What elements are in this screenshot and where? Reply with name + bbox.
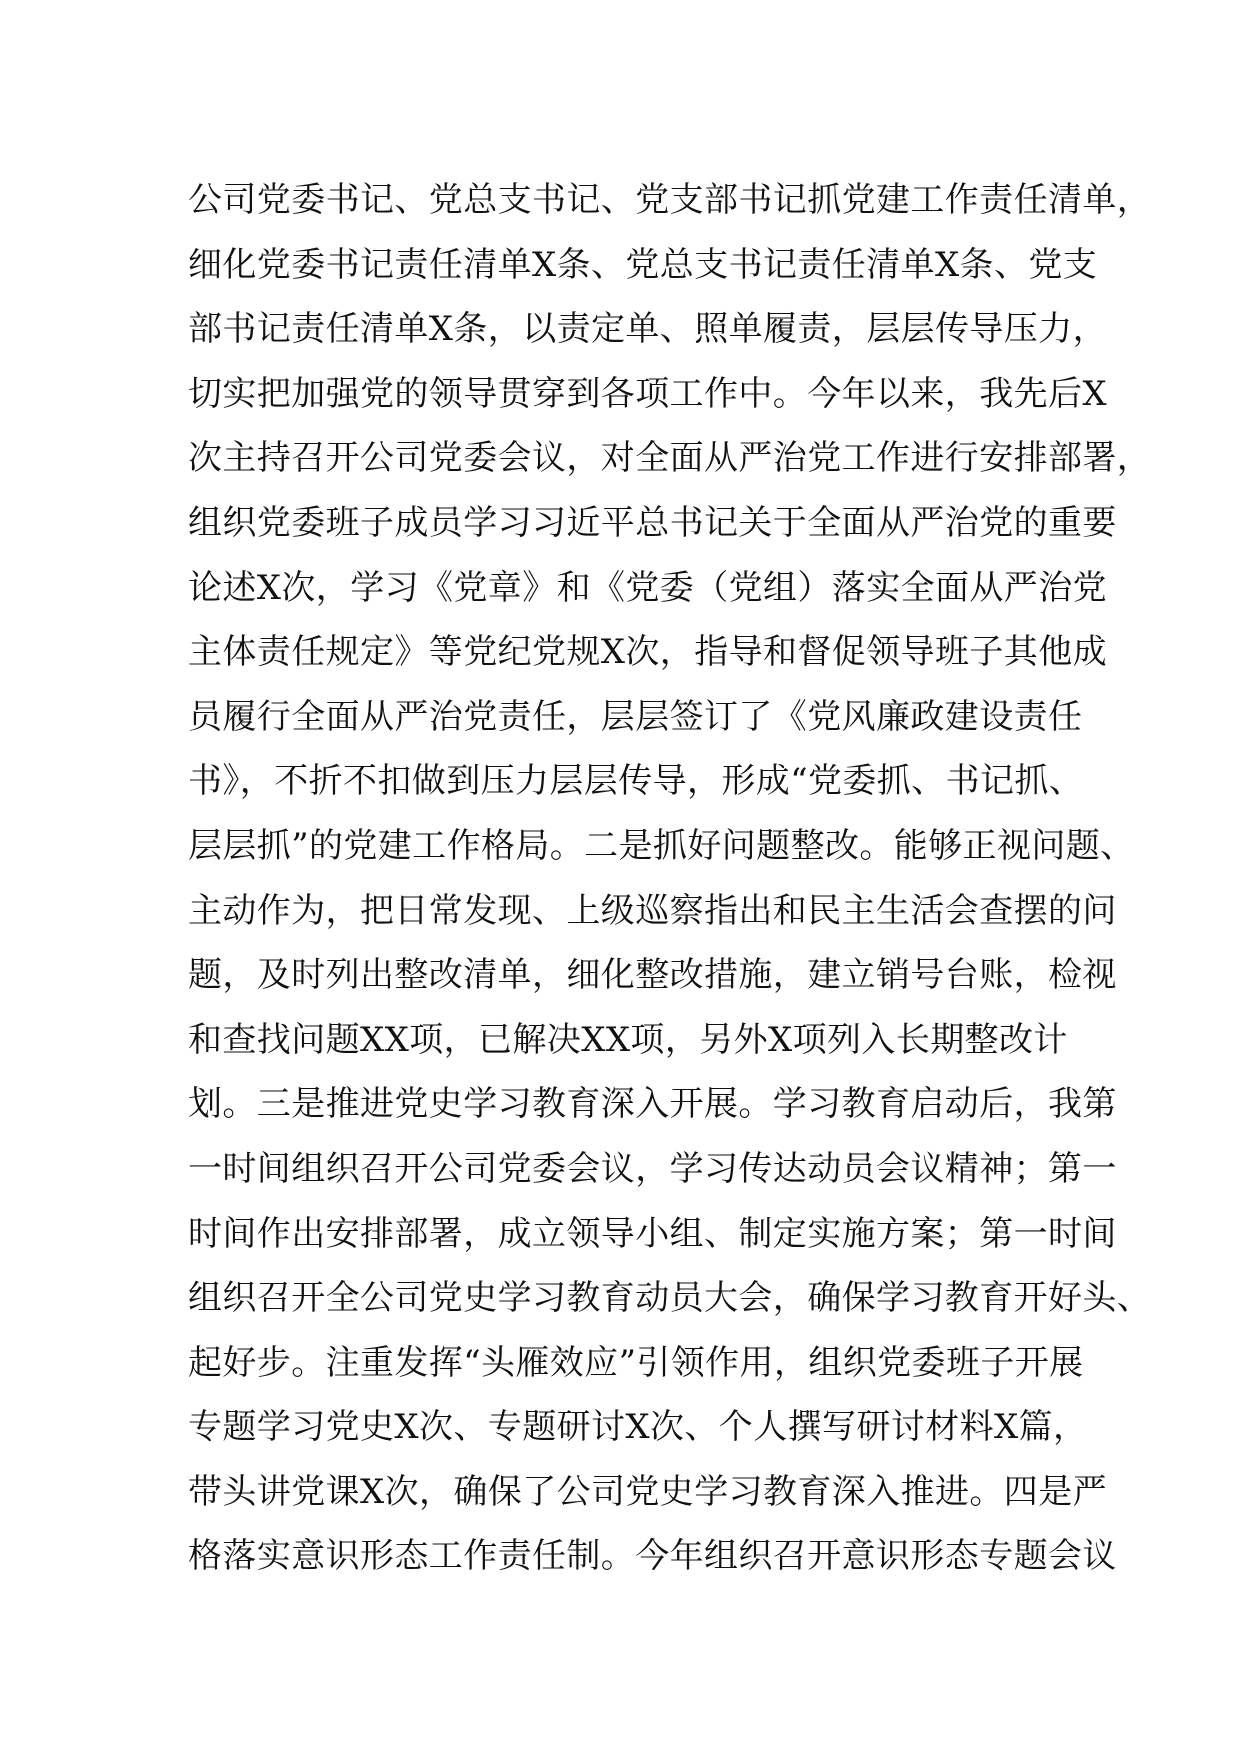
text-line: 起好步。注重发挥“头雁效应”引领作用，组织党委班子开展 [188, 1342, 1084, 1383]
text-line: 组织召开全公司党史学习教育动员大会，确保学习教育开好头、 [188, 1278, 1152, 1319]
text-line: 和查找问题ⅩⅩ项，已解决ⅩⅩ项，另外Ⅹ项列入长期整改计 [188, 1019, 1068, 1060]
text-line: 公司党委书记、党总支书记、党支部书记抓党建工作责任清单， [188, 180, 1152, 220]
text-line: 论述Ⅹ次，学习《党章》和《党委（党组）落实全面从严治党 [188, 567, 1108, 608]
text-line: 题，及时列出整改清单，细化整改措施，建立销号台账，检视 [188, 955, 1117, 996]
text-line: 切实把加强党的领导贯穿到各项工作中。今年以来，我先后Ⅹ [188, 373, 1108, 414]
text-line: 部书记责任清单Ⅹ条，以责定单、照单履责，层层传导压力， [188, 309, 1108, 350]
body-text [188, 168, 1152, 1589]
text-line: 层层抓”的党建工作格局。二是抓好问题整改。能够正视问题、 [188, 825, 1135, 866]
text-line: 员履行全面从严治党责任，层层签订了《党风廉政建设责任 [188, 696, 1083, 737]
text-line: 细化党委书记责任清单Ⅹ条、党总支书记责任清单Ⅹ条、党支 [188, 244, 1098, 285]
text-line: 书》，不折不扣做到压力层层传导，形成“党委抓、书记抓、 [188, 761, 1084, 802]
text-line: 专题学习党史Ⅹ次、专题研讨Ⅹ次、个人撰写研讨材料Ⅹ篇， [188, 1407, 1088, 1448]
text-line: 划。三是推进党史学习教育深入开展。学习教育启动后，我第 [188, 1084, 1117, 1125]
text-line: 主体责任规定》等党纪党规Ⅹ次，指导和督促领导班子其他成 [188, 632, 1108, 673]
text-line: 时间作出安排部署，成立领导小组、制定实施方案；第一时间 [188, 1213, 1117, 1254]
text-line: 格落实意识形态工作责任制。今年组织召开意识形态专题会议 [188, 1536, 1117, 1577]
text-line: 组织党委班子成员学习习近平总书记关于全面从严治党的重要 [188, 502, 1117, 543]
text-line: 次主持召开公司党委会议，对全面从严治党工作进行安排部署， [188, 438, 1152, 479]
text-line: 主动作为，把日常发现、上级巡察指出和民主生活会查摆的问 [188, 890, 1117, 931]
text-line: 一时间组织召开公司党委会议，学习传达动员会议精神；第一 [188, 1148, 1117, 1189]
text-line: 带头讲党课Ⅹ次，确保了公司党史学习教育深入推进。四是严 [188, 1471, 1108, 1512]
